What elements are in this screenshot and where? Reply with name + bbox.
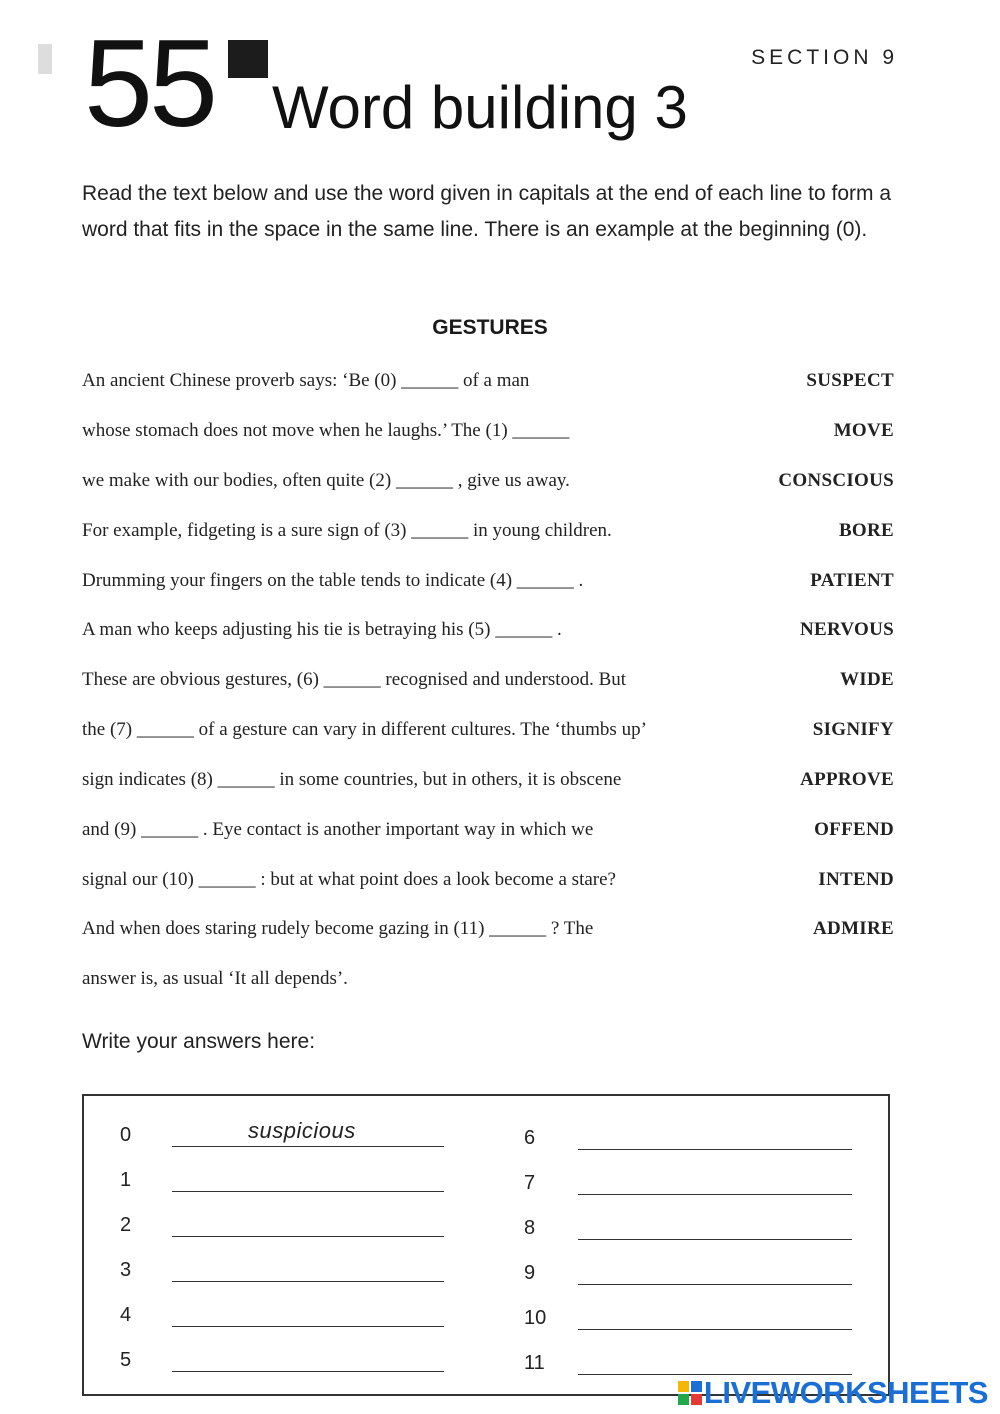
line-sentence: signal our (10) ______ : but at what point does a look become a stare? [82, 869, 616, 890]
unit-number-block [228, 40, 268, 78]
line-sentence: Drumming your fingers on the table tends to indicate (4) ______ . [82, 570, 584, 591]
scan-mark [38, 44, 52, 74]
keyword: CONSCIOUS [778, 470, 894, 491]
answer-number: 7 [524, 1172, 536, 1194]
answer-row [524, 1127, 854, 1157]
line-sentence: and (9) ______ . Eye contact is another important way in which we [82, 819, 594, 840]
answer-line[interactable] [172, 1281, 444, 1282]
answer-row [120, 1118, 450, 1154]
answer-row [120, 1349, 450, 1379]
line-sentence: For example, fidgeting is a sure sign of (3) ______ in young children. [82, 520, 612, 541]
text-line [82, 769, 894, 799]
text-line [82, 420, 894, 450]
text-line [82, 370, 894, 400]
line-sentence: answer is, as usual ‘It all depends’. [82, 968, 348, 989]
answer-line[interactable] [172, 1326, 444, 1327]
answer-number: 9 [524, 1262, 536, 1284]
text-line [82, 819, 894, 849]
answer-row [120, 1214, 450, 1244]
answer-value[interactable]: suspicious [248, 1118, 356, 1143]
keyword: NERVOUS [800, 619, 894, 640]
text-heading: GESTURES [432, 316, 548, 339]
answer-number: 2 [120, 1214, 132, 1236]
line-sentence: A man who keeps adjusting his tie is betraying his (5) ______ . [82, 619, 562, 640]
keyword: OFFEND [814, 819, 894, 840]
keyword: ADMIRE [813, 918, 894, 939]
text-line [82, 869, 894, 899]
answer-row [524, 1172, 854, 1202]
text-line [82, 719, 894, 749]
answer-number: 1 [120, 1169, 132, 1191]
line-sentence: An ancient Chinese proverb says: ‘Be (0) ______ of a man [82, 370, 530, 391]
page-title: Word building 3 [272, 74, 688, 141]
answer-number: 10 [524, 1307, 547, 1329]
answer-line[interactable] [578, 1194, 852, 1195]
keyword: SIGNIFY [812, 719, 894, 740]
line-sentence: These are obvious gestures, (6) ______ recognised and understood. But [82, 669, 627, 690]
line-sentence: the (7) ______ of a gesture can vary in different cultures. The ‘thumbs up’ [82, 719, 647, 740]
answer-line[interactable] [578, 1329, 852, 1330]
answer-number: 8 [524, 1217, 536, 1239]
answers-prompt: Write your answers here: [82, 1030, 316, 1053]
answer-line[interactable] [172, 1236, 444, 1237]
answer-line[interactable] [578, 1149, 852, 1150]
answer-row [120, 1304, 450, 1334]
keyword: APPROVE [800, 769, 894, 790]
answer-number: 11 [524, 1352, 545, 1374]
text-line [82, 470, 894, 500]
instructions: Read the text below and use the word given in capitals at the end of each line to form a word that fits in the space in the same line. There is an example at the beginning (0). [82, 182, 892, 241]
line-sentence: whose stomach does not move when he laughs.’ The (1) ______ [82, 420, 570, 441]
line-sentence: And when does staring rudely become gazing in (11) ______ ? The [82, 918, 594, 939]
text-line [82, 619, 894, 649]
answer-number: 6 [524, 1127, 536, 1149]
text-line [82, 918, 894, 948]
section-label: SECTION 9 [751, 46, 898, 69]
liveworksheets-logo-icon [678, 1381, 702, 1405]
answer-row [524, 1217, 854, 1247]
answer-number: 4 [120, 1304, 132, 1326]
keyword: BORE [838, 520, 894, 541]
answer-number: 5 [120, 1349, 132, 1371]
keyword: INTEND [818, 869, 894, 890]
answer-line[interactable] [172, 1371, 444, 1372]
keyword: SUSPECT [806, 370, 894, 391]
answer-number: 0 [120, 1124, 132, 1146]
answer-line[interactable] [578, 1239, 852, 1240]
answer-box [82, 1094, 890, 1396]
answer-number: 3 [120, 1259, 132, 1281]
answer-row [524, 1307, 854, 1337]
brand-name: LIVEWORKSHEETS [703, 1375, 988, 1410]
answer-row [120, 1169, 450, 1199]
unit-number: 55 [84, 15, 214, 153]
answer-line[interactable] [172, 1191, 444, 1192]
answer-row [524, 1262, 854, 1292]
answer-row [120, 1259, 450, 1289]
text-line [82, 520, 894, 550]
keyword: WIDE [840, 669, 894, 690]
line-sentence: sign indicates (8) ______ in some countries, but in others, it is obscene [82, 769, 622, 790]
text-line [82, 968, 894, 998]
answer-line[interactable] [578, 1284, 852, 1285]
line-sentence: we make with our bodies, often quite (2) ______ , give us away. [82, 470, 570, 491]
text-line [82, 570, 894, 600]
keyword: MOVE [833, 420, 894, 441]
brand-watermark [678, 1376, 988, 1410]
answer-line [172, 1146, 444, 1147]
text-line [82, 669, 894, 699]
keyword: PATIENT [810, 570, 894, 591]
